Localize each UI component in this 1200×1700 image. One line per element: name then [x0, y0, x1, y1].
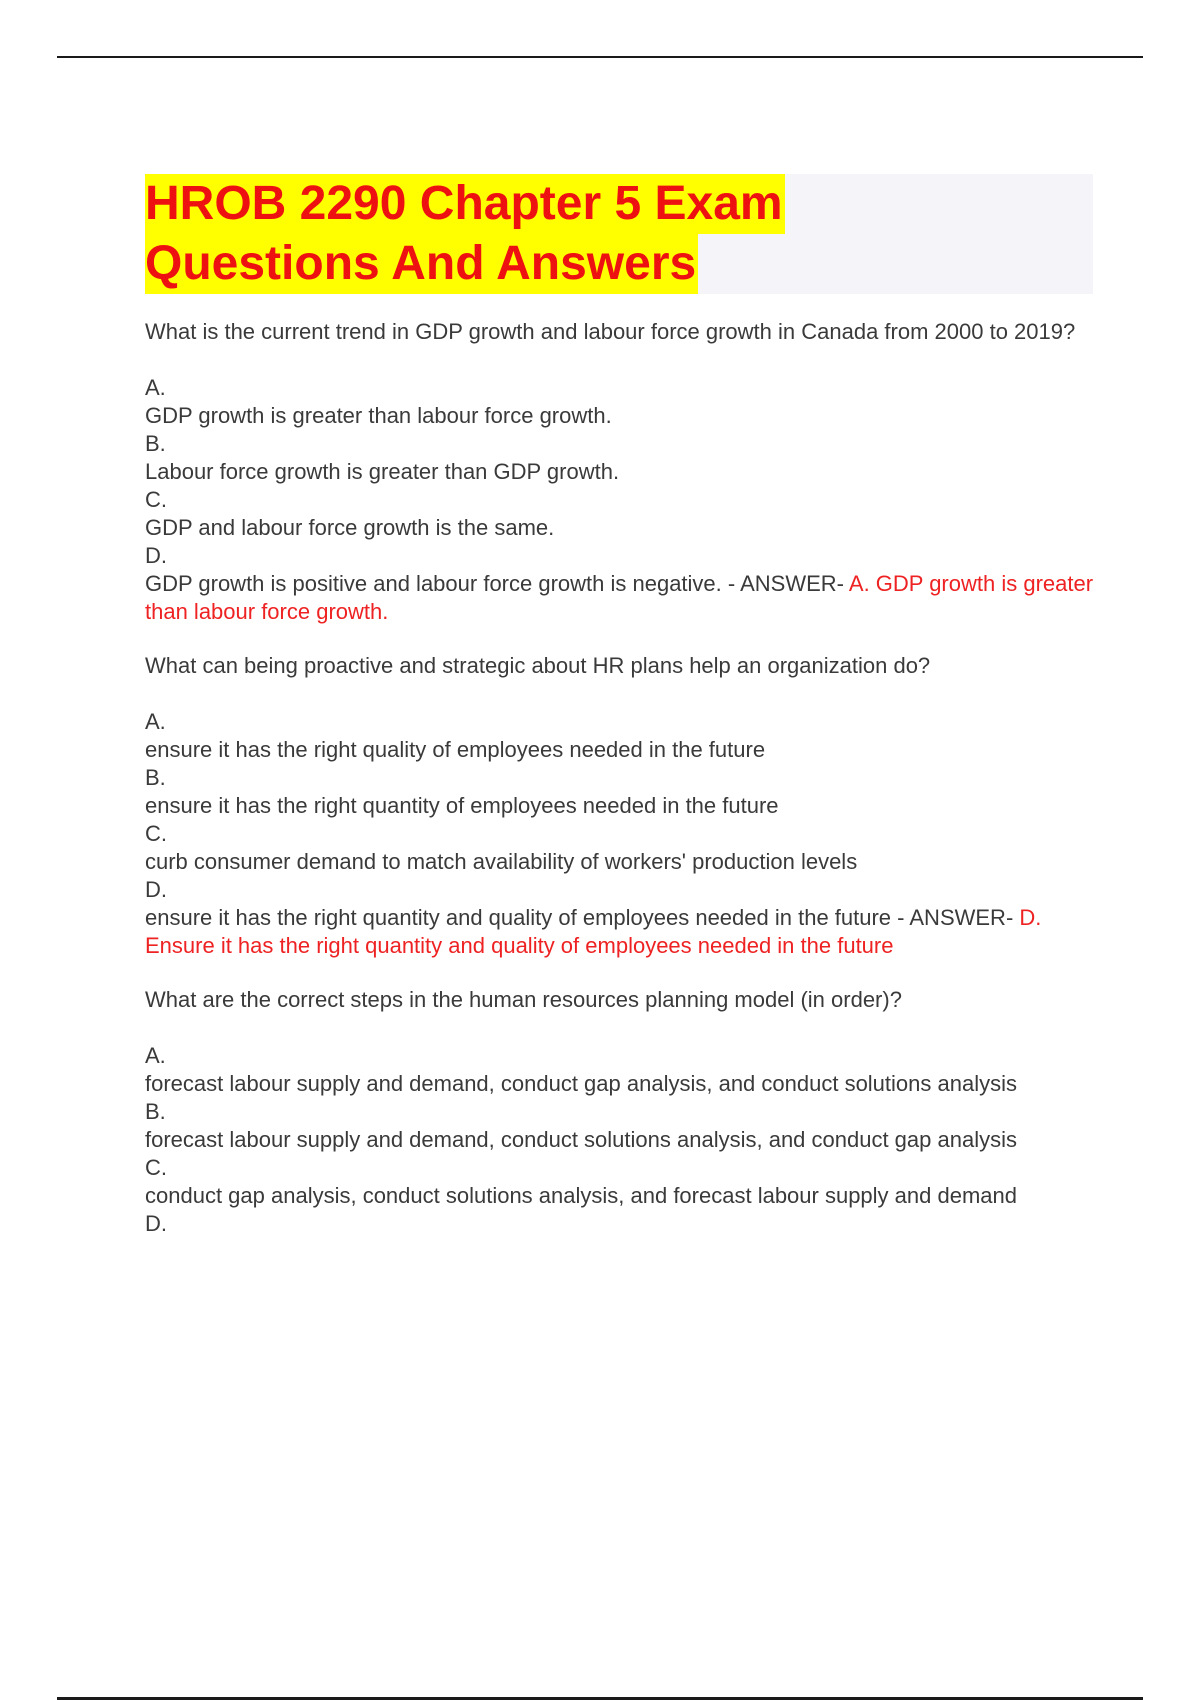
- option-a-letter: A.: [145, 1043, 166, 1068]
- option-b-letter: B.: [145, 765, 166, 790]
- option-c-letter: C.: [145, 821, 167, 846]
- option-b-text: forecast labour supply and demand, conduct solutions analysis, and conduct gap analysis: [145, 1127, 1017, 1152]
- option-c-text: curb consumer demand to match availability of workers' production levels: [145, 849, 858, 874]
- answer-text: D. Ensure it has the right quantity and quality of employees needed in the future: [145, 905, 1042, 958]
- option-d-with-answer: [145, 570, 1095, 626]
- option-d-letter: D.: [145, 877, 167, 902]
- option-c-letter: C.: [145, 487, 167, 512]
- question-block: [145, 652, 1095, 960]
- answer-prefix: - ANSWER-: [891, 905, 1020, 930]
- option-a-text: forecast labour supply and demand, conduct gap analysis, and conduct solutions analysis: [145, 1071, 1017, 1096]
- option-c-text: conduct gap analysis, conduct solutions analysis, and forecast labour supply and demand: [145, 1183, 1017, 1208]
- option-b-text: Labour force growth is greater than GDP growth.: [145, 459, 620, 484]
- option-a-text: ensure it has the right quality of employees needed in the future: [145, 737, 766, 762]
- title-line-2: Questions And Answers: [145, 234, 698, 294]
- document-title: [145, 174, 785, 294]
- option-b-text: ensure it has the right quantity of employees needed in the future: [145, 793, 779, 818]
- question-text: What are the correct steps in the human resources planning model (in order)?: [145, 987, 902, 1012]
- option-d-letter: D.: [145, 543, 167, 568]
- option-a-text: GDP growth is greater than labour force growth.: [145, 403, 612, 428]
- document-body: [145, 318, 1095, 1264]
- question-text: What is the current trend in GDP growth and labour force growth in Canada from 2000 to 2019?: [145, 319, 1076, 344]
- option-b-letter: B.: [145, 1099, 166, 1124]
- option-d-text: ensure it has the right quantity and quality of employees needed in the future: [145, 905, 892, 930]
- question-text: What can being proactive and strategic about HR plans help an organization do?: [145, 653, 931, 678]
- option-b-letter: B.: [145, 431, 166, 456]
- header-rule: [57, 56, 1143, 58]
- option-d-text: GDP growth is positive and labour force growth is negative.: [145, 571, 722, 596]
- question-block: [145, 986, 1095, 1238]
- option-d-letter: D.: [145, 1211, 167, 1236]
- option-a-letter: A.: [145, 375, 166, 400]
- option-c-text: GDP and labour force growth is the same.: [145, 515, 555, 540]
- option-d-with-answer: [145, 904, 1095, 960]
- answer-prefix: - ANSWER-: [721, 571, 849, 596]
- option-a-letter: A.: [145, 709, 166, 734]
- question-block: [145, 318, 1095, 626]
- option-c-letter: C.: [145, 1155, 167, 1180]
- title-line-1: HROB 2290 Chapter 5 Exam: [145, 174, 785, 234]
- answer-text: A. GDP growth is greater than labour force growth.: [145, 571, 1094, 624]
